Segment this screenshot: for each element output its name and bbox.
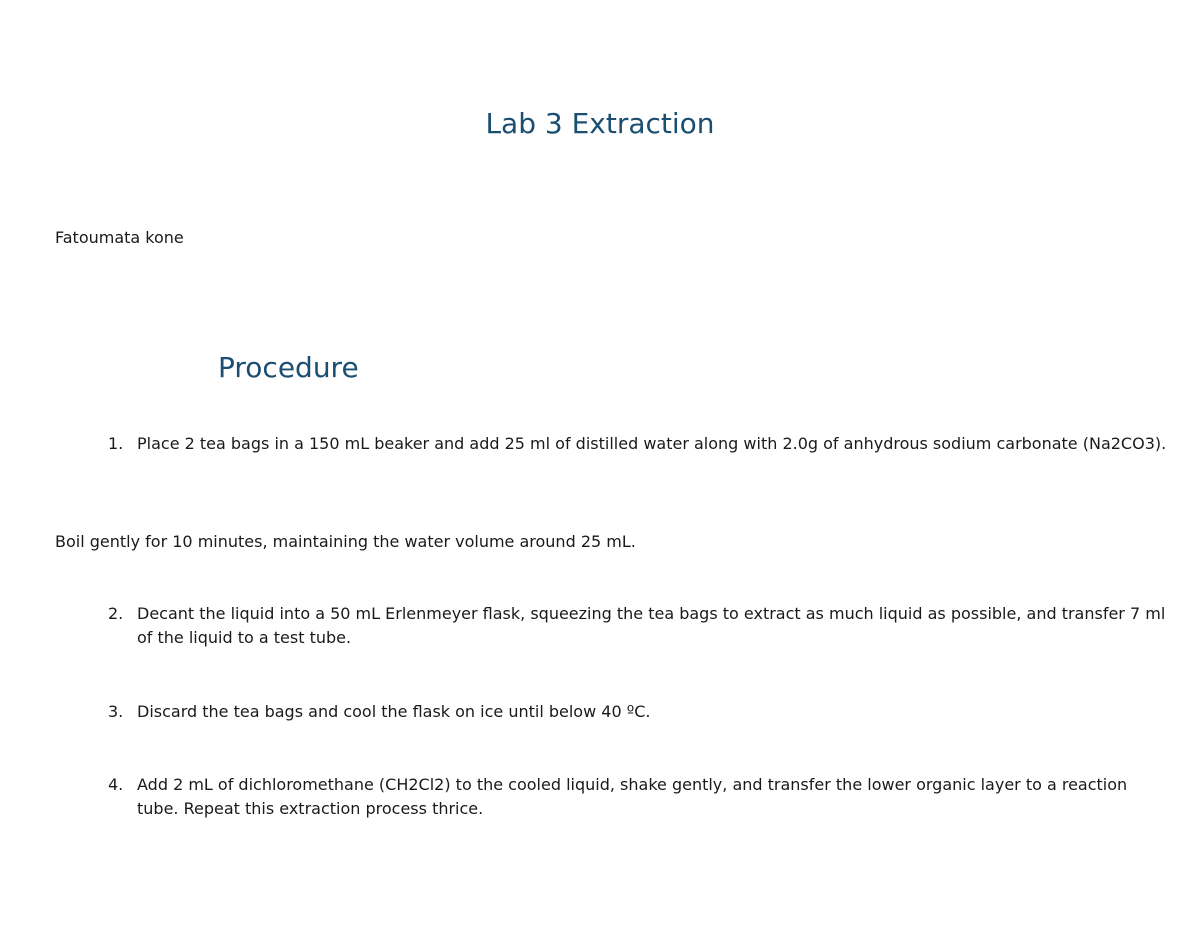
document-title: Lab 3 Extraction: [485, 107, 715, 140]
procedure-step-3: [108, 700, 1168, 724]
step-number: 4.: [108, 775, 124, 794]
boil-note: Boil gently for 10 minutes, maintaining the water volume around 25 mL.: [55, 532, 636, 551]
step-number: 3.: [108, 702, 124, 721]
author-name: Fatoumata kone: [55, 228, 184, 247]
step-number: 1.: [108, 434, 124, 453]
procedure-step-2: [108, 602, 1168, 650]
step-text: Decant the liquid into a 50 mL Erlenmeyer flask, squeezing the tea bags to extract as much liquid as possible, and transfer 7 ml of the liquid to a test tube.: [137, 604, 1166, 647]
step-number: 2.: [108, 604, 124, 623]
procedure-heading: Procedure: [218, 351, 359, 384]
step-text: Place 2 tea bags in a 150 mL beaker and add 25 ml of distilled water along with 2.0g of anhydrous sodium carbonate (Na2CO3).: [137, 434, 1167, 453]
step-text: Add 2 mL of dichloromethane (CH2Cl2) to the cooled liquid, shake gently, and transfer the lower organic layer to a reaction tube. Repeat this extraction process thrice.: [137, 775, 1128, 818]
step-text: Discard the tea bags and cool the flask on ice until below 40 ºC.: [137, 702, 651, 721]
procedure-step-1: [108, 432, 1168, 456]
procedure-step-4: [108, 773, 1168, 821]
